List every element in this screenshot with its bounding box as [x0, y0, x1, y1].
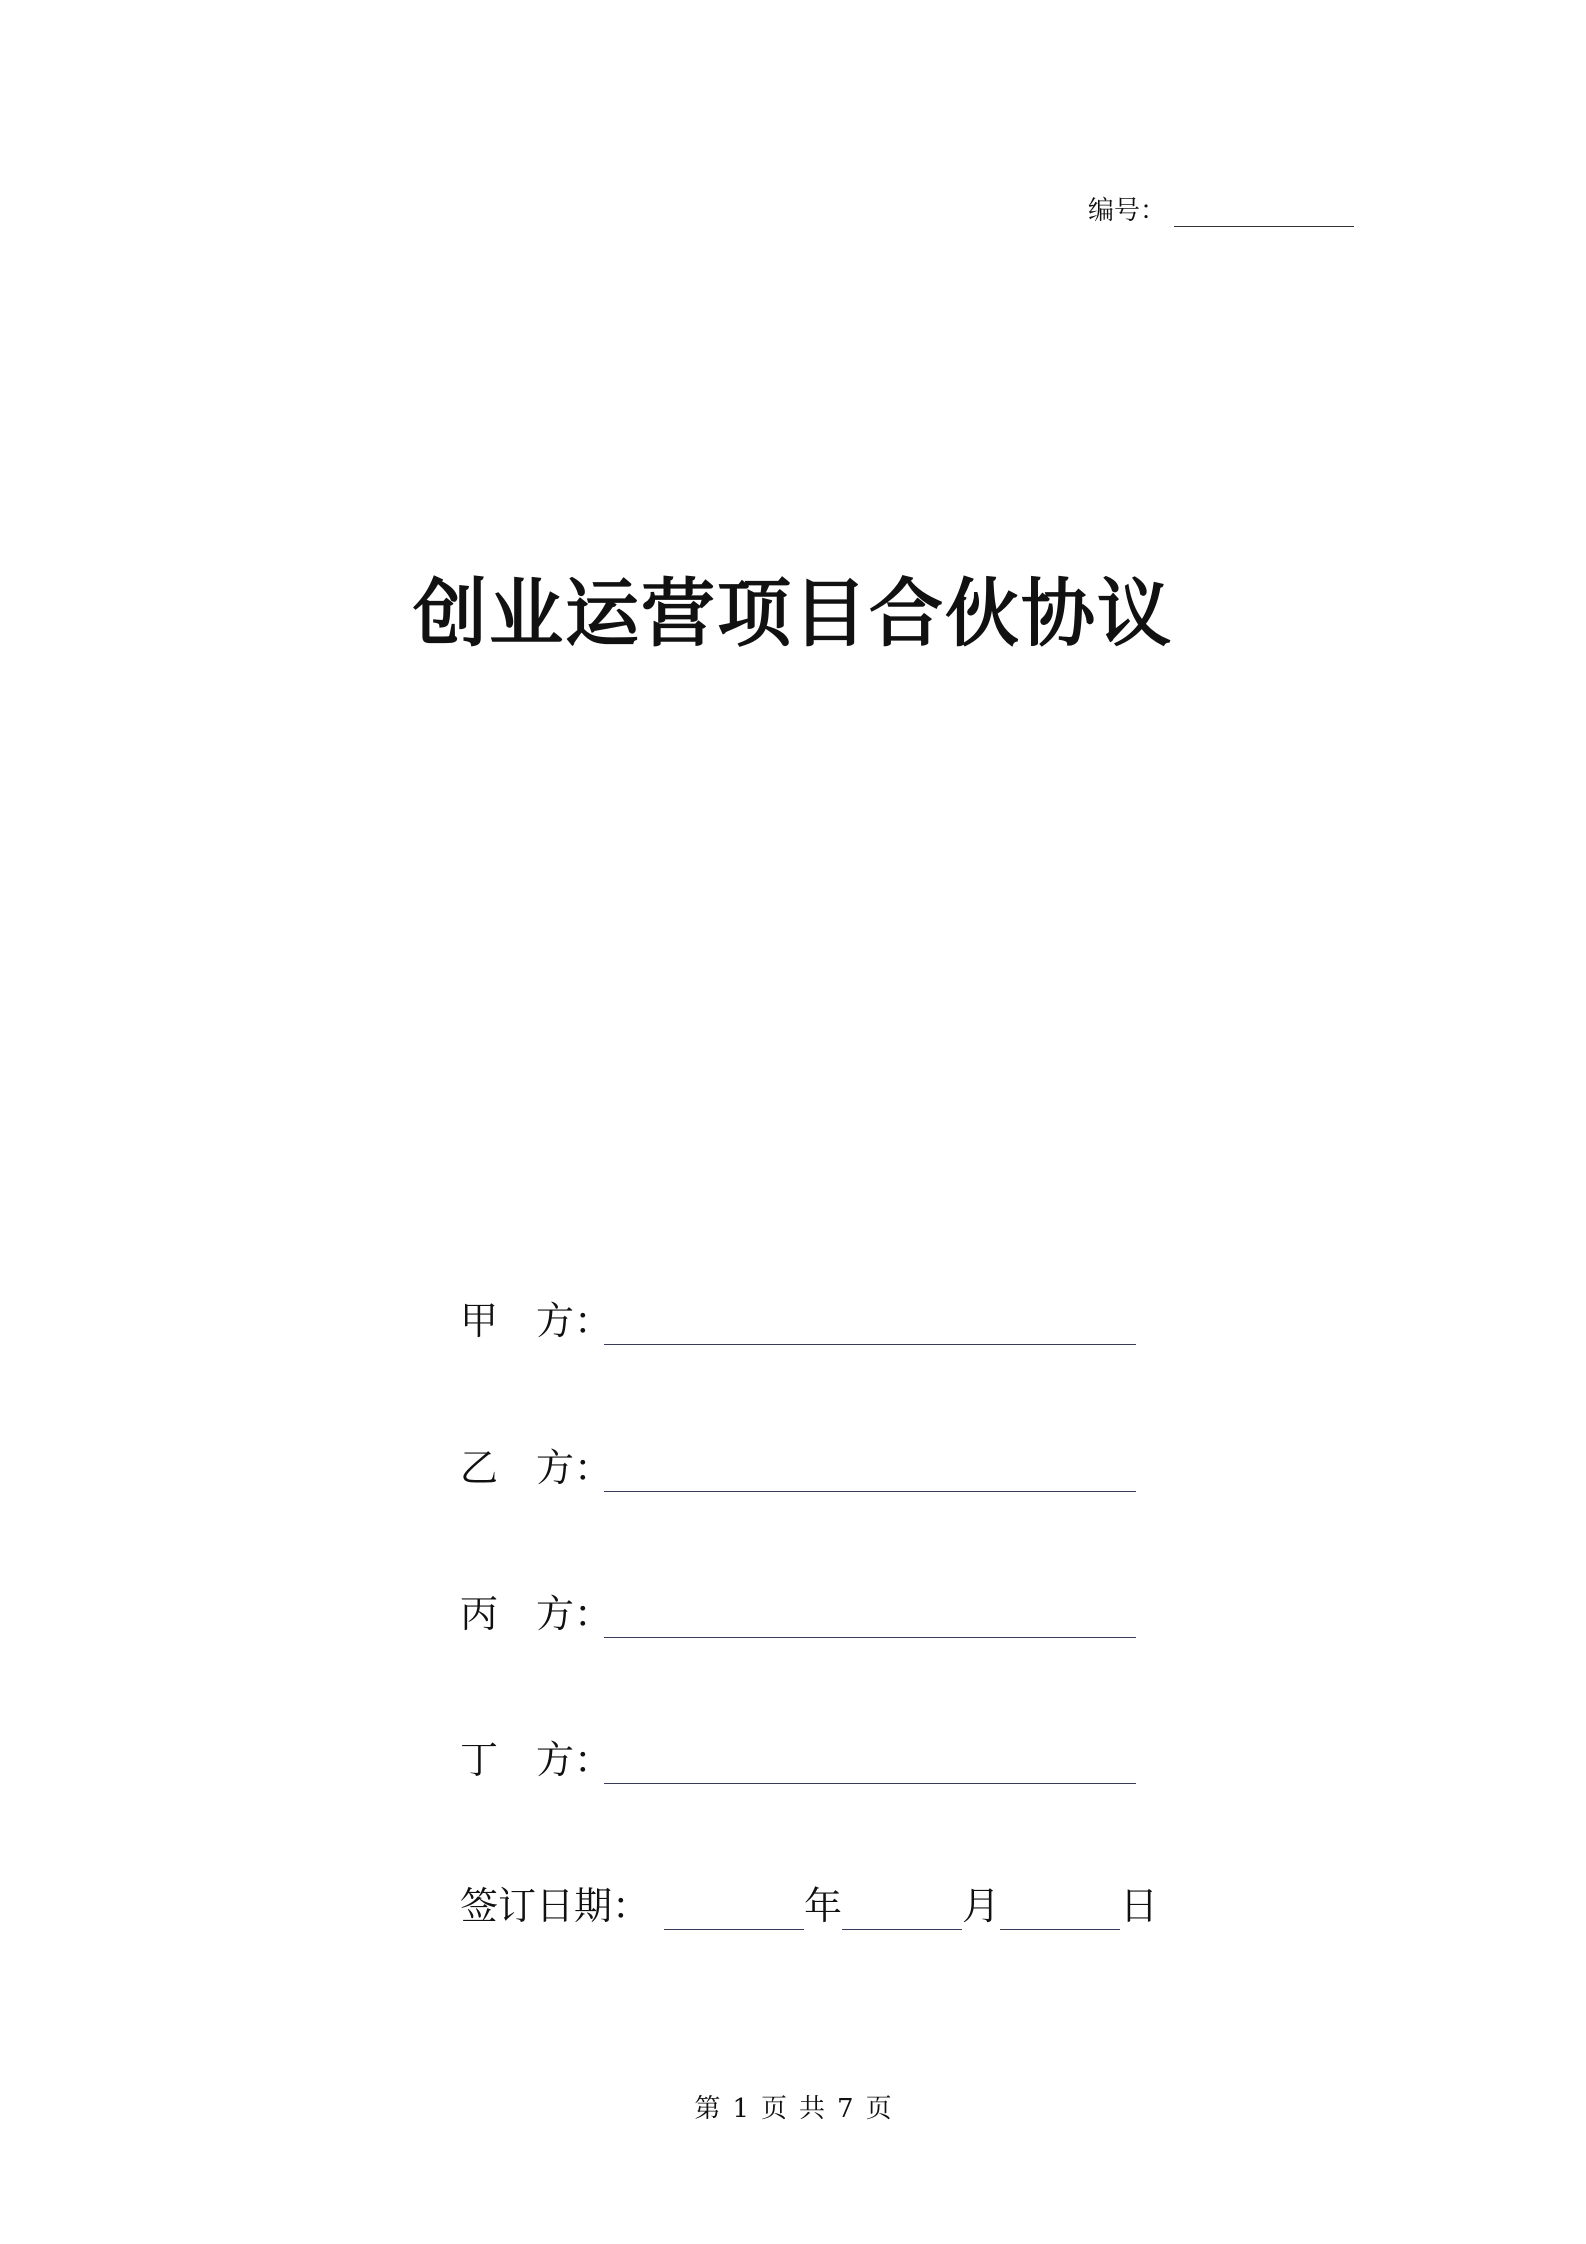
footer-page-word-end: 页	[865, 2094, 892, 2124]
footer-total-word: 共	[799, 2094, 826, 2124]
sign-date-label: 签订日期：	[460, 1884, 651, 1928]
footer-current-page: 1	[732, 2094, 749, 2124]
party-c-row	[460, 1583, 1136, 1638]
party-d-row	[460, 1729, 1136, 1784]
party-c-label: 丙 方：	[460, 1592, 613, 1636]
party-d-field[interactable]	[604, 1749, 1136, 1784]
sign-date-row	[460, 1875, 1158, 1930]
party-a-label: 甲 方：	[460, 1299, 613, 1343]
sign-year-field[interactable]	[664, 1895, 804, 1930]
party-b-label: 乙 方：	[460, 1446, 613, 1490]
document-number	[1088, 190, 1354, 227]
party-a-field[interactable]	[604, 1310, 1136, 1345]
document-title: 创业运营项目合伙协议	[413, 571, 1173, 657]
footer-page-word: 页	[760, 2094, 787, 2124]
party-b-field[interactable]	[604, 1457, 1136, 1492]
party-c-field[interactable]	[604, 1603, 1136, 1638]
footer-page-prefix: 第	[694, 2094, 721, 2124]
sign-month-label: 月	[962, 1884, 1001, 1928]
party-b-row	[460, 1437, 1136, 1492]
page-footer	[0, 2088, 1586, 2125]
sign-year-label: 年	[804, 1884, 843, 1928]
sign-month-field[interactable]	[842, 1895, 962, 1930]
party-a-row	[460, 1290, 1136, 1345]
footer-total-pages: 7	[837, 2094, 854, 2124]
party-d-label: 丁 方：	[460, 1738, 613, 1782]
sign-day-label: 日	[1120, 1884, 1159, 1928]
sign-day-field[interactable]	[1000, 1895, 1120, 1930]
document-number-field[interactable]	[1174, 202, 1354, 227]
document-number-label: 编号：	[1088, 196, 1167, 226]
